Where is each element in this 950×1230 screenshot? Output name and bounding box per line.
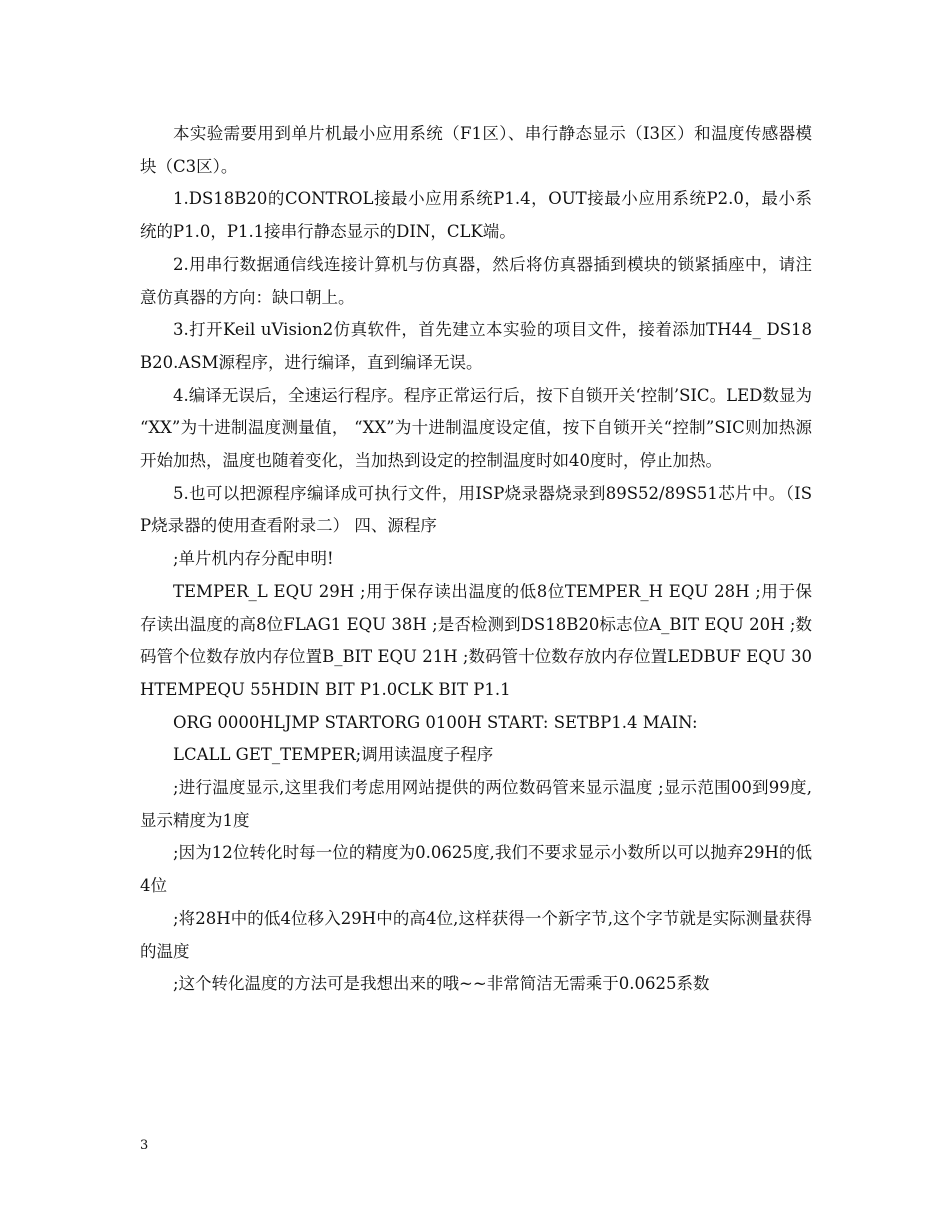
code-comment-memory: ;单片机内存分配申明! (173, 549, 334, 569)
code-org-start: ORG 0000HLJMP STARTORG 0100H START: SETBP1.4 MAIN: (173, 712, 698, 732)
paragraph-step-2: 2.用串行数据通信线连接计算机与仿真器，然后将仿真器插到模块的锁紧插座中，请注意仿真器的方向：缺口朝上。 (140, 254, 812, 307)
paragraph-step-1: 1.DS18B20的CONTROL接最小应用系统P1.4，OUT接最小应用系统P2.0，最小系统的P1.0，P1.1接串行静态显示的DIN，CLK端。 (140, 189, 812, 242)
code-comment-shift: ;将28H中的低4位移入29H中的高4位,这样获得一个新字节,这个字节就是实际测量获得的温度 (140, 908, 812, 961)
paragraph-step-3: 3.打开Keil uVision2仿真软件，首先建立本实验的项目文件，接着添加TH44_ DS18B20.ASM源程序，进行编译，直到编译无误。 (140, 320, 812, 372)
paragraph-intro: 本实验需要用到单片机最小应用系统（F1区）、串行静态显示（I3区）和温度传感器模块（C3区）。 (140, 124, 812, 176)
page-number: 3 (140, 1138, 149, 1153)
code-comment-display: ;进行温度显示,这里我们考虑用网站提供的两位数码管来显示温度 ;显示范围00到99度,显示精度为1度 (140, 778, 812, 830)
document-body (140, 118, 812, 1001)
code-comment-precision: ;因为12位转化时每一位的精度为0.0625度,我们不要求显示小数所以可以抛弃29H的低4位 (140, 843, 812, 896)
code-lcall-get-temper: LCALL GET_TEMPER;调用读温度子程序 (173, 745, 494, 765)
code-comment-method: ;这个转化温度的方法可是我想出来的哦~~非常简洁无需乘于0.0625系数 (173, 974, 710, 994)
paragraph-step-4: 4.编译无误后，全速运行程序。程序正常运行后，按下自锁开关‘控制’SIC。LED数显为 “XX”为十进制温度测量值， “XX”为十进制温度设定值，按下自锁开关“控制”SIC则加热源开始加热，温度也随着变化，当加热到设定的控制温度时如40度时，停止加热。 (140, 385, 812, 471)
code-equ-definitions: TEMPER_L EQU 29H ;用于保存读出温度的低8位TEMPER_H EQU 28H ;用于保存读出温度的高8位FLAG1 EQU 38H ;是否检测到DS18B20标志位A_BIT EQU 20H ;数码管个位数存放内存位置B_BIT EQU 21H ;数码管十位数存放内存位置LEDBUF EQU 30HTEMPEQU 55HDIN BIT P1.0CLK BIT P1.1 (140, 581, 812, 699)
paragraph-step-5: 5.也可以把源程序编译成可执行文件，用ISP烧录器烧录到89S52/89S51芯片中。（ISP烧录器的使用查看附录二） 四、源程序 (140, 483, 812, 536)
